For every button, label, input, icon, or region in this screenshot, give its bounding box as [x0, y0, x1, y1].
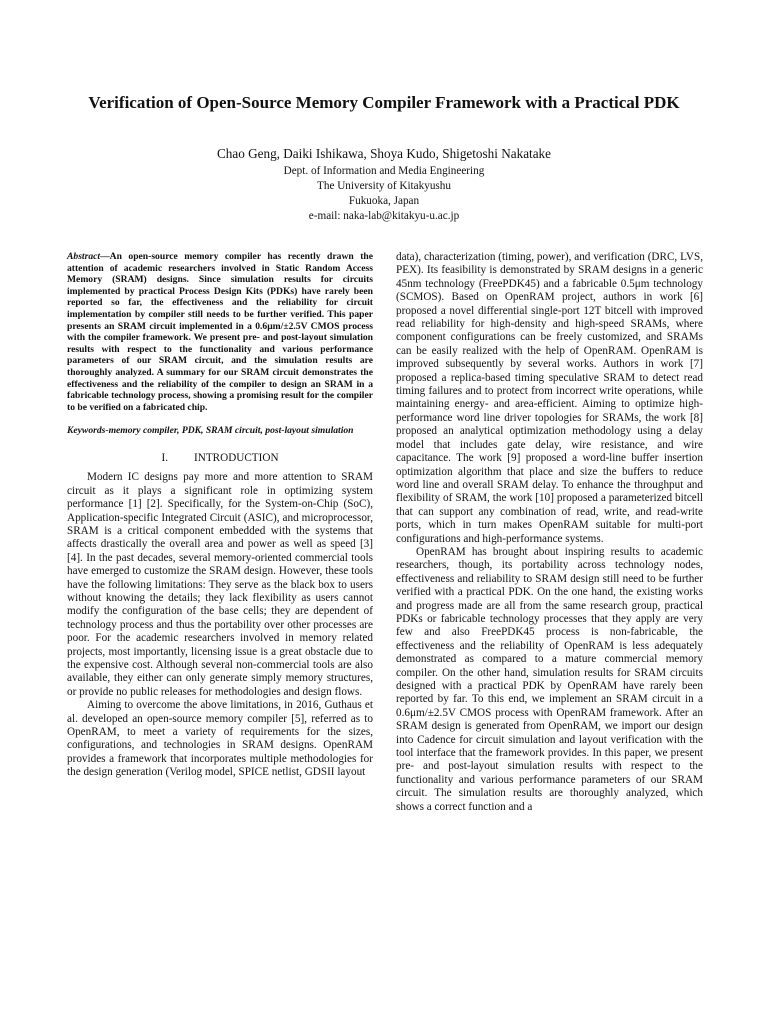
right-column — [396, 251, 703, 814]
affiliation-block — [40, 164, 728, 224]
left-column — [67, 251, 373, 780]
author-list: Chao Geng, Daiki Ishikawa, Shoya Kudo, Shigetoshi Nakatake — [216, 146, 552, 161]
affiliation-university: The University of Kitakyushu — [317, 180, 451, 192]
abstract-text: —An open-source memory compiler has recently drawn the attention of academic researchers involved in Static Random Access Memory (SRAM) designs. Since simulation results for circuits implemented by practical Process Design Kits (PDKs) have rarely been reported so far, the effectiveness and the reliability for circuit implementation by compiler still needs to be further verified. This paper presents an SRAM circuit implemented in a 0.6μm/±2.5V CMOS process with the compiler framework. We present pre- and post-layout simulation results with respect to the functionality and various performance parameters of our SRAM circuit, and the simulation results are thoroughly analyzed. A summary for our SRAM circuit demonstrates the effectiveness and the reliability of the compiler to design an SRAM in a fabricable technology process, showing a promising result for the compiler to be verified on a fabricated chip. — [67, 251, 373, 413]
body-paragraph: data), characterization (timing, power), and verification (DRC, LVS, PEX). Its feasibility is demonstrated by SRAM designs in a generic 45nm technology (FreePDK45) and a fabricable 0.5μm technology (SCMOS). Based on OpenRAM project, authors in work [6] proposed a novel differential single-port 12T bitcell with improved read reliability for high-density and high-speed SRAMs, where component configurations can be freely customized, and SRAMs can be easily realized with the help of OpenRAM. OpenRAM is improved subsequently by several works. Authors in work [7] proposed a replica-based timing speculative SRAM to detect read timing failures and to protect from incorrect write operations, while maintaining energy- and area-efficient. Aiming to optimize high-performance word line driver topologies for SRAMs, the work [8] proposed an analytical optimization methodology using a delay model that includes gate delay, wire resistance, and wire capacitance. The work [9] proposed a word-line buffer insertion optimization algorithm that place and size the buffers to reduce word line and overall SRAM delay. To enhance the throughput and flexibility of SRAM, the work [10] proposed a parameterized bitcell that can support any combination of read, write, and read-write ports, which in turn makes OpenRAM suitable for multi-port configurations and high-performance systems. — [396, 251, 703, 545]
affiliation-location: Fukuoka, Japan — [348, 195, 420, 207]
section-heading — [67, 452, 373, 465]
keywords: Keywords-memory compiler, PDK, SRAM circuit, post-layout simulation — [67, 425, 354, 437]
affiliation-department: Dept. of Information and Media Engineering — [283, 165, 485, 177]
body-paragraph: Aiming to overcome the above limitations, in 2016, Guthaus et al. developed an open-source memory compiler [5], referred as to OpenRAM, to meet a variety of requirements for the sizes, configurations, and technologies in SRAM designs. OpenRAM provides a framework that incorporates multiple methodologies for the design generation (Verilog model, SPICE netlist, GDSII layout — [67, 699, 373, 779]
section-title-rest: NTRODUCTION — [197, 451, 279, 464]
paper-title: Verification of Open-Source Memory Compiler Framework with a Practical PDK — [88, 93, 680, 112]
body-paragraph: OpenRAM has brought about inspiring results to academic researchers, though, its portability across technology nodes, effectiveness and reliability to SRAM design still need to be further verified with a practical PDK. On the one hand, the existing works and progress made are all from the same research group, practical PDKs or fabricable technology processes that they apply are very few and also FreePDK45 process is non-fabricable, the effectiveness and the reliability of OpenRAM is less adequately demonstrated as compared to a mature commercial memory compiler. On the other hand, simulation results for SRAM circuits designed with a practical PDK by OpenRAM have rarely been reported by far. To this end, we implement an SRAM circuit in a 0.6μm/±2.5V CMOS process with OpenRAM framework. After an SRAM design is generated from OpenRAM, we import our design into Cadence for circuit simulation and layout verification with the tool interface that the framework provides. In this paper, we present pre- and post-layout simulation results with respect to the functionality and various performance parameters of our SRAM circuit. The simulation results are thoroughly analyzed, which shows a correct function and a — [396, 545, 703, 813]
affiliation-email: e-mail: naka-lab@kitakyu-u.ac.jp — [308, 210, 460, 222]
body-paragraph: Modern IC designs pay more and more attention to SRAM circuit as it plays a significant role in optimizing system performance [1] [2]. Specifically, for the System-on-Chip (SoC), Application-specific Integrated Circuit (ASIC), and microprocessor, SRAM is a critical component embedded with the systems that affects drastically the overall area and power as well as speed [3] [4]. In the past decades, several memory-oriented commercial tools have emerged to customize the SRAM design. However, these tools have the following limitations: They serve as the black box to users without knowing the details; they lack flexibility as users cannot modify the configuration of the base cells; they are dependent of technology process and thus the portability over other processes are poor. For the academic researchers involved in memory related projects, most importantly, licensing issue is a great obstacle due to the expensive cost. Although several non-commercial tools are also available, they either can only generate simply memory structures, or provide no public releases for methodologies and design flows. — [67, 471, 373, 698]
abstract — [67, 251, 373, 413]
section-number: I. — [161, 451, 168, 464]
section-title-initial: I — [194, 451, 198, 464]
abstract-label: Abstract — [67, 251, 101, 262]
